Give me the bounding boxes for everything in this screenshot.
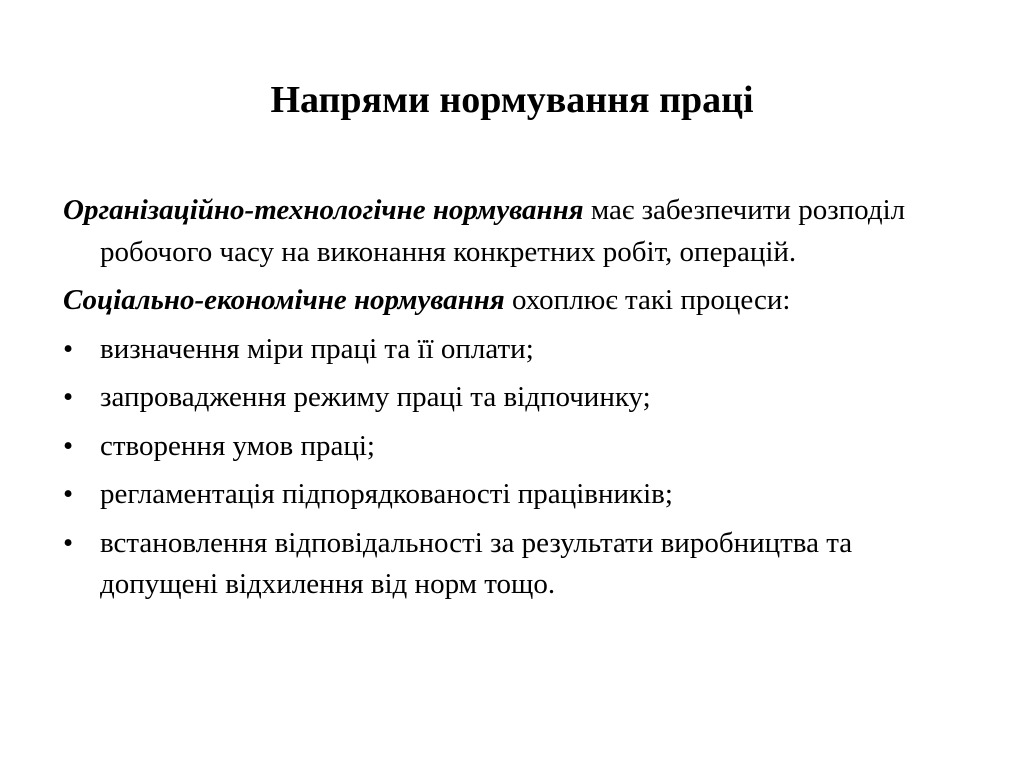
paragraph-organizational-technological (63, 190, 963, 273)
list-item (63, 474, 963, 516)
list-item-text: створення умов праці; (100, 429, 375, 462)
process-list (63, 329, 963, 606)
paragraph-socio-economic (63, 280, 963, 322)
list-item-text: встановлення відповідальності за результати виробництва та допущені відхилення від норм тощо. (100, 526, 853, 600)
list-item (63, 377, 963, 419)
slide-title: Напрями нормування праці (270, 79, 754, 121)
list-item (63, 426, 963, 468)
term-socio-economic: Соціально-економічне нормування (63, 284, 505, 316)
list-item (63, 329, 963, 371)
paragraph-organizational-technological-text: має забезпечити розподіл робочого часу на виконання конкретних робіт, операцій. (100, 194, 906, 268)
bullet-icon: • (63, 332, 74, 365)
list-item-text: регламентація підпорядкованості працівників; (100, 478, 673, 510)
list-item (63, 523, 963, 606)
bullet-icon: • (63, 478, 74, 510)
bullet-icon: • (63, 381, 74, 413)
paragraph-socio-economic-text: охоплює такі процеси: (504, 284, 791, 316)
bullet-icon: • (63, 429, 74, 462)
slide-body (63, 190, 963, 613)
list-item-text: запровадження режиму праці та відпочинку; (100, 381, 651, 413)
list-item-text: визначення міри праці та її оплати; (100, 332, 534, 365)
bullet-icon: • (63, 526, 74, 559)
term-organizational-technological: Організаційно-технологічне нормування (63, 194, 584, 226)
